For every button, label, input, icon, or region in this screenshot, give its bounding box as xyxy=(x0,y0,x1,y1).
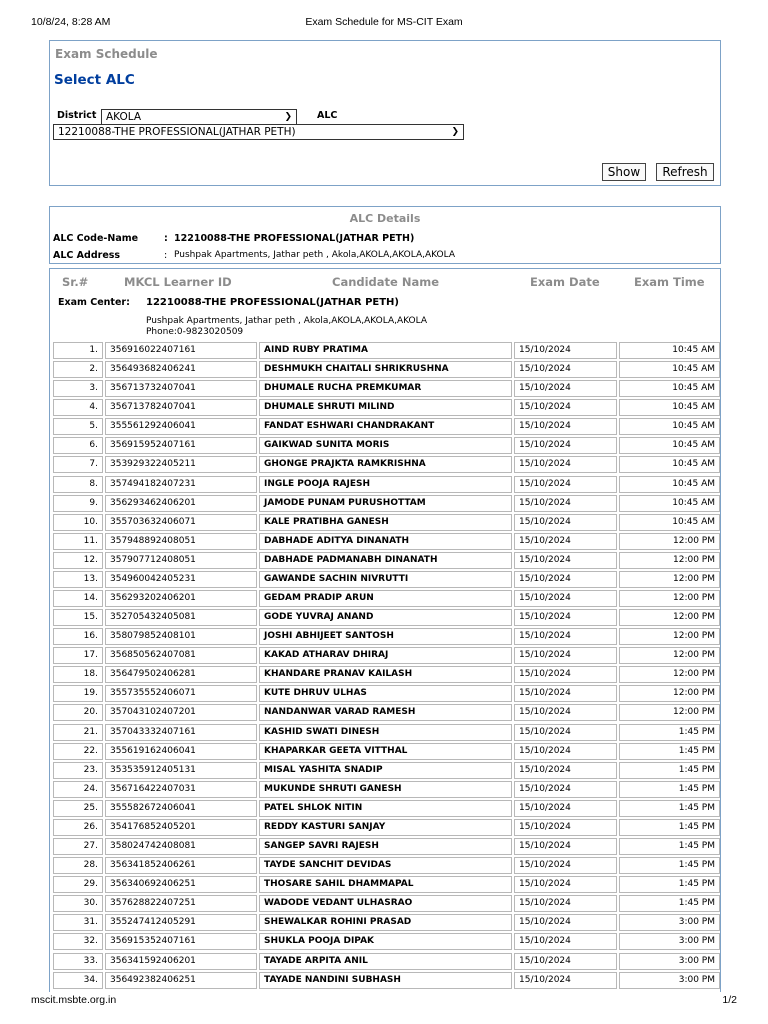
table-row xyxy=(53,455,720,474)
table-row xyxy=(53,417,720,436)
row-exam-date-cell: 15/10/2024 xyxy=(514,781,617,798)
row-candidate-name-cell: MUKUNDE SHRUTI GANESH xyxy=(259,781,512,798)
exam-center-address: Pushpak Apartments, Jathar peth , Akola,AKOLA,AKOLA,AKOLA xyxy=(146,316,428,326)
table-row xyxy=(53,532,720,551)
row-exam-time-cell: 10:45 AM xyxy=(619,399,720,416)
row-sr-cell: 15. xyxy=(53,609,103,626)
row-candidate-name-cell: SANGEP SAVRI RAJESH xyxy=(259,838,512,855)
print-page-number: 1/2 xyxy=(722,994,737,1006)
row-exam-date-cell: 15/10/2024 xyxy=(514,819,617,836)
row-exam-time-cell: 12:00 PM xyxy=(619,685,720,702)
row-sr-cell: 9. xyxy=(53,495,103,512)
row-learner-id-cell: 355247412405291 xyxy=(105,914,257,931)
row-exam-time-cell: 3:00 PM xyxy=(619,914,720,931)
table-row xyxy=(53,570,720,589)
alc-select[interactable] xyxy=(53,124,464,140)
row-exam-date-cell: 15/10/2024 xyxy=(514,724,617,741)
row-exam-time-cell: 12:00 PM xyxy=(619,704,720,721)
row-exam-time-cell: 10:45 AM xyxy=(619,361,720,378)
table-row xyxy=(53,799,720,818)
row-candidate-name-cell: TAYDE SANCHIT DEVIDAS xyxy=(259,857,512,874)
row-sr-cell: 10. xyxy=(53,514,103,531)
separator: : xyxy=(164,233,168,244)
row-learner-id-cell: 356341852406261 xyxy=(105,857,257,874)
table-row xyxy=(53,742,720,761)
district-select[interactable] xyxy=(101,109,297,125)
row-candidate-name-cell: TAYADE ARPITA ANIL xyxy=(259,953,512,970)
row-sr-cell: 2. xyxy=(53,361,103,378)
row-exam-date-cell: 15/10/2024 xyxy=(514,914,617,931)
row-sr-cell: 23. xyxy=(53,762,103,779)
candidate-table xyxy=(53,341,720,990)
row-exam-date-cell: 15/10/2024 xyxy=(514,704,617,721)
table-row xyxy=(53,551,720,570)
row-sr-cell: 26. xyxy=(53,819,103,836)
row-sr-cell: 27. xyxy=(53,838,103,855)
print-datetime: 10/8/24, 8:28 AM xyxy=(31,16,111,28)
row-learner-id-cell: 356915952407161 xyxy=(105,437,257,454)
row-learner-id-cell: 355582672406041 xyxy=(105,800,257,817)
table-row xyxy=(53,761,720,780)
row-candidate-name-cell: SHEWALKAR ROHINI PRASAD xyxy=(259,914,512,931)
row-learner-id-cell: 355561292406041 xyxy=(105,418,257,435)
row-learner-id-cell: 355735552406071 xyxy=(105,685,257,702)
row-candidate-name-cell: KASHID SWATI DINESH xyxy=(259,724,512,741)
row-learner-id-cell: 356293462406201 xyxy=(105,495,257,512)
table-row xyxy=(53,818,720,837)
row-learner-id-cell: 356341592406201 xyxy=(105,953,257,970)
row-exam-date-cell: 15/10/2024 xyxy=(514,456,617,473)
row-learner-id-cell: 357043332407161 xyxy=(105,724,257,741)
row-sr-cell: 20. xyxy=(53,704,103,721)
row-learner-id-cell: 352705432405081 xyxy=(105,609,257,626)
row-sr-cell: 3. xyxy=(53,380,103,397)
header-candidate-name: Candidate Name xyxy=(332,275,440,289)
table-row xyxy=(53,627,720,646)
table-row xyxy=(53,856,720,875)
row-learner-id-cell: 356713782407041 xyxy=(105,399,257,416)
row-candidate-name-cell: MISAL YASHITA SNADIP xyxy=(259,762,512,779)
row-exam-date-cell: 15/10/2024 xyxy=(514,380,617,397)
row-candidate-name-cell: GODE YUVRAJ ANAND xyxy=(259,609,512,626)
table-row xyxy=(53,341,720,360)
row-candidate-name-cell: TAYADE NANDINI SUBHASH xyxy=(259,972,512,989)
row-candidate-name-cell: REDDY KASTURI SANJAY xyxy=(259,819,512,836)
row-exam-time-cell: 1:45 PM xyxy=(619,857,720,874)
table-row xyxy=(53,932,720,951)
row-sr-cell: 22. xyxy=(53,743,103,760)
table-row xyxy=(53,608,720,627)
table-row xyxy=(53,913,720,932)
row-candidate-name-cell: GAWANDE SACHIN NIVRUTTI xyxy=(259,571,512,588)
row-sr-cell: 11. xyxy=(53,533,103,550)
row-exam-time-cell: 12:00 PM xyxy=(619,571,720,588)
row-sr-cell: 17. xyxy=(53,647,103,664)
row-learner-id-cell: 356493682406241 xyxy=(105,361,257,378)
row-sr-cell: 12. xyxy=(53,552,103,569)
row-learner-id-cell: 356713732407041 xyxy=(105,380,257,397)
print-document-title: Exam Schedule for MS-CIT Exam xyxy=(305,16,463,28)
row-sr-cell: 4. xyxy=(53,399,103,416)
row-exam-time-cell: 1:45 PM xyxy=(619,781,720,798)
row-exam-date-cell: 15/10/2024 xyxy=(514,514,617,531)
row-sr-cell: 7. xyxy=(53,456,103,473)
row-candidate-name-cell: KAKAD ATHARAV DHIRAJ xyxy=(259,647,512,664)
row-learner-id-cell: 356916022407161 xyxy=(105,342,257,359)
row-exam-date-cell: 15/10/2024 xyxy=(514,476,617,493)
row-candidate-name-cell: KHAPARKAR GEETA VITTHAL xyxy=(259,743,512,760)
row-sr-cell: 6. xyxy=(53,437,103,454)
row-candidate-name-cell: THOSARE SAHIL DHAMMAPAL xyxy=(259,876,512,893)
row-exam-time-cell: 12:00 PM xyxy=(619,666,720,683)
header-exam-time: Exam Time xyxy=(634,275,705,289)
row-sr-cell: 32. xyxy=(53,933,103,950)
print-footer-url: mscit.msbte.org.in xyxy=(31,994,117,1006)
row-exam-time-cell: 1:45 PM xyxy=(619,800,720,817)
table-row xyxy=(53,952,720,971)
alc-details-title: ALC Details xyxy=(349,212,421,225)
table-row xyxy=(53,780,720,799)
chevron-down-icon: ❯ xyxy=(451,127,459,137)
row-candidate-name-cell: PATEL SHLOK NITIN xyxy=(259,800,512,817)
row-exam-time-cell: 12:00 PM xyxy=(619,552,720,569)
row-learner-id-cell: 353929322405211 xyxy=(105,456,257,473)
row-exam-date-cell: 15/10/2024 xyxy=(514,743,617,760)
row-exam-date-cell: 15/10/2024 xyxy=(514,533,617,550)
header-exam-date: Exam Date xyxy=(530,275,600,289)
table-row xyxy=(53,379,720,398)
row-candidate-name-cell: DABHADE ADITYA DINANATH xyxy=(259,533,512,550)
row-exam-date-cell: 15/10/2024 xyxy=(514,628,617,645)
row-exam-date-cell: 15/10/2024 xyxy=(514,838,617,855)
row-exam-date-cell: 15/10/2024 xyxy=(514,647,617,664)
table-row xyxy=(53,360,720,379)
row-candidate-name-cell: KUTE DHRUV ULHAS xyxy=(259,685,512,702)
row-sr-cell: 19. xyxy=(53,685,103,702)
row-exam-time-cell: 1:45 PM xyxy=(619,819,720,836)
candidate-list-panel xyxy=(49,268,721,992)
row-learner-id-cell: 355703632406071 xyxy=(105,514,257,531)
table-row xyxy=(53,665,720,684)
row-learner-id-cell: 358024742408081 xyxy=(105,838,257,855)
exam-center-label: Exam Center: xyxy=(58,297,130,308)
table-row xyxy=(53,398,720,417)
row-exam-date-cell: 15/10/2024 xyxy=(514,666,617,683)
row-sr-cell: 30. xyxy=(53,895,103,912)
row-exam-date-cell: 15/10/2024 xyxy=(514,685,617,702)
row-exam-time-cell: 1:45 PM xyxy=(619,762,720,779)
exam-schedule-title: Exam Schedule xyxy=(55,47,158,61)
district-label: District xyxy=(57,110,97,121)
row-candidate-name-cell: DHUMALE SHRUTI MILIND xyxy=(259,399,512,416)
row-exam-date-cell: 15/10/2024 xyxy=(514,590,617,607)
exam-center-name: 12210088-THE PROFESSIONAL(JATHAR PETH) xyxy=(146,297,399,308)
row-sr-cell: 29. xyxy=(53,876,103,893)
row-candidate-name-cell: DHUMALE RUCHA PREMKUMAR xyxy=(259,380,512,397)
row-exam-time-cell: 10:45 AM xyxy=(619,418,720,435)
row-sr-cell: 33. xyxy=(53,953,103,970)
table-row xyxy=(53,837,720,856)
table-row xyxy=(53,646,720,665)
exam-center-address-block xyxy=(146,316,427,337)
row-learner-id-cell: 356492382406251 xyxy=(105,972,257,989)
row-exam-time-cell: 1:45 PM xyxy=(619,895,720,912)
row-candidate-name-cell: KHANDARE PRANAV KAILASH xyxy=(259,666,512,683)
row-candidate-name-cell: FANDAT ESHWARI CHANDRAKANT xyxy=(259,418,512,435)
table-row xyxy=(53,894,720,913)
row-learner-id-cell: 357948892408051 xyxy=(105,533,257,550)
print-footer xyxy=(31,994,737,1008)
header-learner-id: MKCL Learner ID xyxy=(124,275,232,289)
row-candidate-name-cell: INGLE POOJA RAJESH xyxy=(259,476,512,493)
district-select-value: AKOLA xyxy=(106,111,142,123)
row-exam-date-cell: 15/10/2024 xyxy=(514,571,617,588)
row-exam-time-cell: 12:00 PM xyxy=(619,647,720,664)
row-exam-time-cell: 12:00 PM xyxy=(619,628,720,645)
row-exam-date-cell: 15/10/2024 xyxy=(514,342,617,359)
row-learner-id-cell: 353535912405131 xyxy=(105,762,257,779)
table-row xyxy=(53,723,720,742)
row-learner-id-cell: 355619162406041 xyxy=(105,743,257,760)
alc-select-value: 12210088-THE PROFESSIONAL(JATHAR PETH) xyxy=(58,126,296,138)
row-exam-date-cell: 15/10/2024 xyxy=(514,953,617,970)
row-sr-cell: 13. xyxy=(53,571,103,588)
row-exam-time-cell: 1:45 PM xyxy=(619,743,720,760)
row-learner-id-cell: 357907712408051 xyxy=(105,552,257,569)
row-exam-time-cell: 1:45 PM xyxy=(619,838,720,855)
print-header xyxy=(31,16,737,30)
row-exam-date-cell: 15/10/2024 xyxy=(514,399,617,416)
row-learner-id-cell: 357043102407201 xyxy=(105,704,257,721)
row-exam-time-cell: 3:00 PM xyxy=(619,972,720,989)
row-sr-cell: 5. xyxy=(53,418,103,435)
row-sr-cell: 18. xyxy=(53,666,103,683)
row-sr-cell: 28. xyxy=(53,857,103,874)
row-sr-cell: 34. xyxy=(53,972,103,989)
row-sr-cell: 24. xyxy=(53,781,103,798)
row-candidate-name-cell: DABHADE PADMANABH DINANATH xyxy=(259,552,512,569)
row-exam-date-cell: 15/10/2024 xyxy=(514,933,617,950)
row-exam-time-cell: 1:45 PM xyxy=(619,876,720,893)
row-learner-id-cell: 356716422407031 xyxy=(105,781,257,798)
row-exam-date-cell: 15/10/2024 xyxy=(514,800,617,817)
refresh-button[interactable]: Refresh xyxy=(656,163,714,181)
row-exam-time-cell: 10:45 AM xyxy=(619,495,720,512)
table-row xyxy=(53,436,720,455)
row-candidate-name-cell: JAMODE PUNAM PURUSHOTTAM xyxy=(259,495,512,512)
alc-code-value: 12210088-THE PROFESSIONAL(JATHAR PETH) xyxy=(174,233,415,244)
row-sr-cell: 16. xyxy=(53,628,103,645)
row-exam-date-cell: 15/10/2024 xyxy=(514,495,617,512)
alc-address-value: Pushpak Apartments, Jathar peth , Akola,AKOLA,AKOLA,AKOLA xyxy=(174,250,456,260)
alc-label: ALC xyxy=(317,110,338,121)
table-row xyxy=(53,589,720,608)
row-exam-time-cell: 12:00 PM xyxy=(619,590,720,607)
row-sr-cell: 1. xyxy=(53,342,103,359)
row-exam-time-cell: 10:45 AM xyxy=(619,456,720,473)
row-sr-cell: 21. xyxy=(53,724,103,741)
table-row xyxy=(53,475,720,494)
row-learner-id-cell: 354960042405231 xyxy=(105,571,257,588)
row-exam-date-cell: 15/10/2024 xyxy=(514,437,617,454)
row-exam-date-cell: 15/10/2024 xyxy=(514,857,617,874)
row-learner-id-cell: 357628822407251 xyxy=(105,895,257,912)
row-exam-date-cell: 15/10/2024 xyxy=(514,972,617,989)
row-learner-id-cell: 357494182407231 xyxy=(105,476,257,493)
row-exam-date-cell: 15/10/2024 xyxy=(514,762,617,779)
row-exam-time-cell: 1:45 PM xyxy=(619,724,720,741)
row-learner-id-cell: 356915352407161 xyxy=(105,933,257,950)
row-exam-date-cell: 15/10/2024 xyxy=(514,876,617,893)
table-row xyxy=(53,513,720,532)
row-exam-time-cell: 3:00 PM xyxy=(619,933,720,950)
row-candidate-name-cell: GAIKWAD SUNITA MORIS xyxy=(259,437,512,454)
row-exam-date-cell: 15/10/2024 xyxy=(514,895,617,912)
row-learner-id-cell: 356293202406201 xyxy=(105,590,257,607)
row-learner-id-cell: 356479502406281 xyxy=(105,666,257,683)
row-exam-time-cell: 3:00 PM xyxy=(619,953,720,970)
alc-address-label: ALC Address xyxy=(53,250,121,261)
row-exam-time-cell: 12:00 PM xyxy=(619,609,720,626)
row-exam-date-cell: 15/10/2024 xyxy=(514,609,617,626)
row-candidate-name-cell: GEDAM PRADIP ARUN xyxy=(259,590,512,607)
row-exam-time-cell: 10:45 AM xyxy=(619,380,720,397)
row-candidate-name-cell: AIND RUBY PRATIMA xyxy=(259,342,512,359)
chevron-down-icon: ❯ xyxy=(284,112,292,122)
row-sr-cell: 25. xyxy=(53,800,103,817)
table-row xyxy=(53,971,720,990)
row-exam-time-cell: 10:45 AM xyxy=(619,514,720,531)
row-learner-id-cell: 356850562407081 xyxy=(105,647,257,664)
exam-schedule-panel xyxy=(49,40,721,186)
row-learner-id-cell: 358079852408101 xyxy=(105,628,257,645)
row-candidate-name-cell: WADODE VEDANT ULHASRAO xyxy=(259,895,512,912)
show-button[interactable]: Show xyxy=(602,163,646,181)
header-sr: Sr.# xyxy=(62,275,89,289)
row-candidate-name-cell: JOSHI ABHIJEET SANTOSH xyxy=(259,628,512,645)
select-alc-heading: Select ALC xyxy=(54,72,135,88)
row-exam-date-cell: 15/10/2024 xyxy=(514,418,617,435)
row-learner-id-cell: 356340692406251 xyxy=(105,876,257,893)
row-sr-cell: 8. xyxy=(53,476,103,493)
row-exam-time-cell: 10:45 AM xyxy=(619,437,720,454)
table-row xyxy=(53,684,720,703)
row-exam-time-cell: 10:45 AM xyxy=(619,476,720,493)
row-candidate-name-cell: GHONGE PRAJKTA RAMKRISHNA xyxy=(259,456,512,473)
row-exam-date-cell: 15/10/2024 xyxy=(514,361,617,378)
row-candidate-name-cell: NANDANWAR VARAD RAMESH xyxy=(259,704,512,721)
row-candidate-name-cell: DESHMUKH CHAITALI SHRIKRUSHNA xyxy=(259,361,512,378)
row-sr-cell: 31. xyxy=(53,914,103,931)
row-learner-id-cell: 354176852405201 xyxy=(105,819,257,836)
table-row xyxy=(53,494,720,513)
alc-details-panel xyxy=(49,206,721,264)
row-sr-cell: 14. xyxy=(53,590,103,607)
alc-code-label: ALC Code-Name xyxy=(53,233,139,244)
row-exam-time-cell: 10:45 AM xyxy=(619,342,720,359)
row-candidate-name-cell: SHUKLA POOJA DIPAK xyxy=(259,933,512,950)
table-row xyxy=(53,703,720,722)
exam-center-phone: Phone:0-9823020509 xyxy=(146,326,244,337)
row-exam-date-cell: 15/10/2024 xyxy=(514,552,617,569)
separator: : xyxy=(164,250,168,261)
row-candidate-name-cell: KALE PRATIBHA GANESH xyxy=(259,514,512,531)
row-exam-time-cell: 12:00 PM xyxy=(619,533,720,550)
table-row xyxy=(53,875,720,894)
